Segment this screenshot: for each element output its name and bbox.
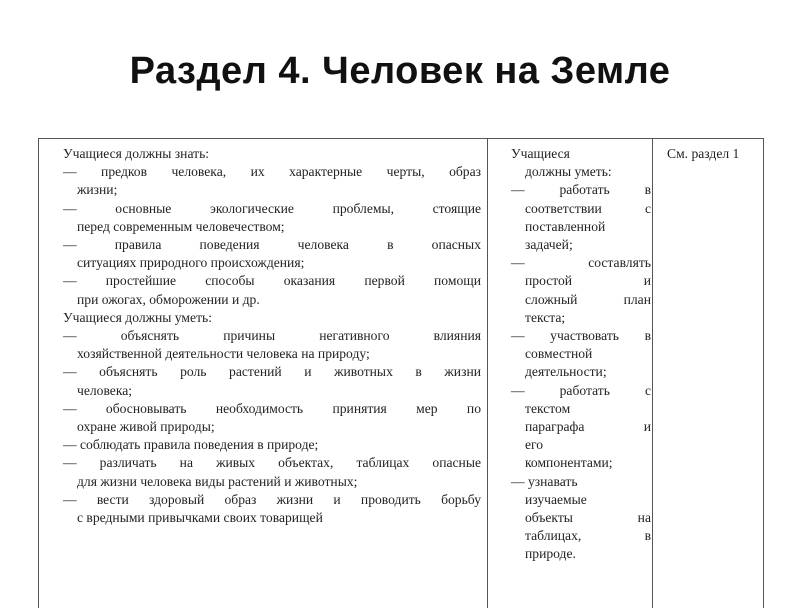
text-line: — обосновывать необходимость принятия мер по xyxy=(63,400,481,416)
text-line: хозяйственной деятельности человека на природу; xyxy=(77,346,370,362)
text-line: текстом xyxy=(525,400,571,416)
content-table xyxy=(38,138,764,608)
text-line: — основные экологические проблемы, стоящие xyxy=(63,200,481,216)
text-line: — соблюдать правила поведения в природе; xyxy=(63,437,319,453)
column-divider xyxy=(652,139,653,608)
text-line: — составлять xyxy=(511,255,651,271)
text-line: Учащиеся xyxy=(511,146,570,161)
text-line: — простейшие способы оказания первой помощи xyxy=(63,273,481,289)
text-line: при ожогах, обморожении и др. xyxy=(77,291,260,307)
text-line: сложный план xyxy=(525,291,651,307)
text-line: — участвовать в xyxy=(511,328,651,344)
page-title: Раздел 4. Человек на Земле xyxy=(129,50,671,92)
text-line: параграфа и xyxy=(525,419,651,435)
text-line: жизни; xyxy=(77,182,118,198)
text-line: перед современным человечеством; xyxy=(77,218,285,234)
text-line: задачей; xyxy=(525,237,573,253)
text-line: должны уметь: xyxy=(525,164,612,180)
text-line: изучаемые xyxy=(525,491,587,507)
reference-column xyxy=(667,145,763,163)
text-line: природе. xyxy=(525,546,576,562)
column-divider xyxy=(487,139,488,608)
knowledge-skills-column xyxy=(63,145,481,527)
text-line: — различать на живых объектах, таблицах опасные xyxy=(63,455,481,471)
text-line: объекты на xyxy=(525,510,651,526)
text-line: совместной xyxy=(525,346,593,362)
text-line: его xyxy=(525,437,544,453)
text-line: Учащиеся должны уметь: xyxy=(63,309,212,325)
general-skills-column xyxy=(511,145,651,564)
text-line: таблицах, в xyxy=(525,528,651,544)
text-line: человека; xyxy=(77,382,133,398)
text-line: — предков человека, их характерные черты, образ xyxy=(63,164,481,180)
text-line: поставленной xyxy=(525,218,606,234)
text-line: — правила поведения человека в опасных xyxy=(63,237,481,253)
text-line: Учащиеся должны знать: xyxy=(63,146,210,161)
text-line: компонентами; xyxy=(525,455,613,471)
text-line: — узнавать xyxy=(511,473,578,489)
text-line: соответствии с xyxy=(525,200,651,216)
text-line: — объяснять причины негативного влияния xyxy=(63,328,481,344)
text-line: с вредными привычками своих товарищей xyxy=(77,510,323,526)
text-line: — объяснять роль растений и животных в жизни xyxy=(63,364,481,380)
text-line: текста; xyxy=(525,309,566,325)
text-line: — вести здоровый образ жизни и проводить борьбу xyxy=(63,491,481,507)
text-line: — работать в xyxy=(511,182,651,198)
reference-text: См. раздел 1 xyxy=(667,146,740,161)
text-line: для жизни человека виды растений и животных; xyxy=(77,473,358,489)
text-line: — работать с xyxy=(511,382,651,398)
text-line: деятельности; xyxy=(525,364,607,380)
text-line: охране живой природы; xyxy=(77,419,215,435)
text-line: простой и xyxy=(525,273,651,289)
text-line: ситуациях природного происхождения; xyxy=(77,255,305,271)
